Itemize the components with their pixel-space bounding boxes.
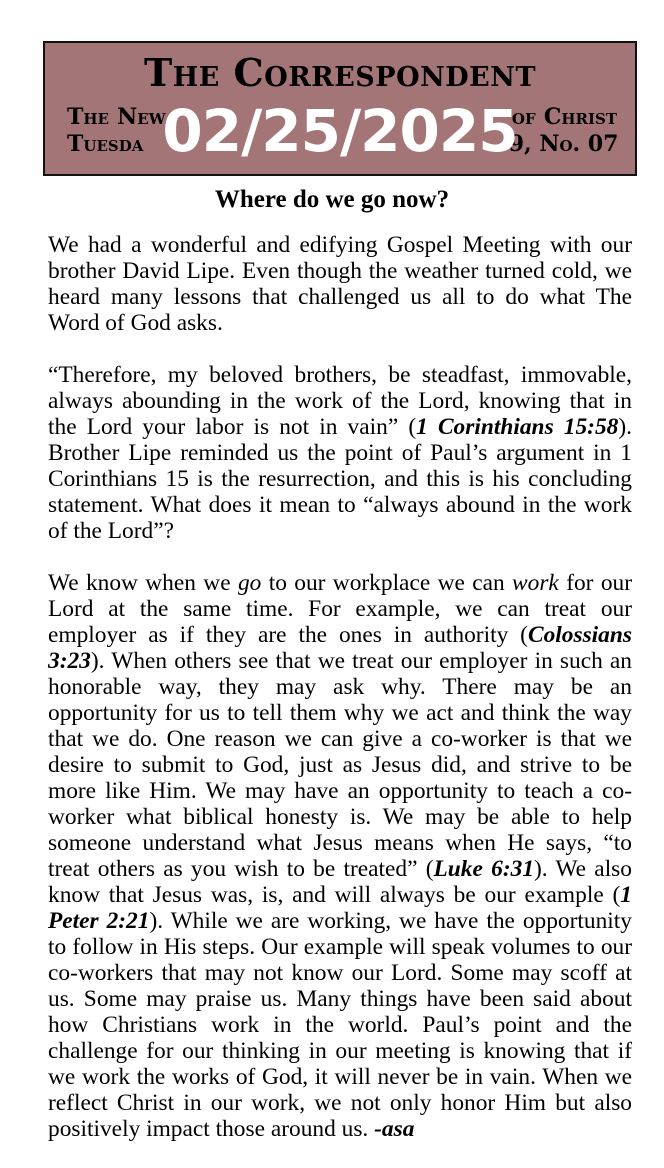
article-body [48, 232, 632, 1168]
issue-number: 9, No. 07 [508, 131, 619, 157]
paragraph-3: We know when we go to our workplace we can work for our Lord at the same time. For example, we can treat our employer as if they are the ones in authority (Colossians 3:23). When others see that we treat our employer in such an honorable way, they may ask why. There may be an opportunity for us to tell them why we act and think the way that we do. One reason we can give a co-worker is that we desire to submit to God, just as Jesus did, and strive to be more like Him. We may have an opportunity to teach a co-worker what biblical honesty is. We may be able to help someone understand what Jesus means when He says, “to treat others as you wish to be treated” (Luke 6:31). We also know that Jesus was, is, and will always be our example (1 Peter 2:21). While we are working, we have the opportunity to follow in His steps. Our example will speak volumes to our co-workers that may not know our Lord. Some may scoff at us. Some may praise us. Many things have been said about how Christians work in the world. Paul’s point and the challenge for our thinking in our meeting is knowing that if we work the works of God, it will never be in vain. When we reflect Christ in our work, we not only honor Him but also positively impact those around us. -asa [48, 570, 633, 1142]
scripture-reference: Colossians 3:23 [48, 622, 632, 674]
scripture-reference: Luke 6:31 [433, 856, 535, 882]
article-headline: Where do we go now? [214, 186, 450, 213]
paragraph-2: “Therefore, my beloved brothers, be steadfast, immovable, always abounding in the work of the Lord, knowing that in the Lord your labor is not in vain” (1 Corinthians 15:58). Brother Lipe reminded us the point of Paul’s argument in 1 Corinthians 15 is the resurrection, and this is his concluding statement. What does it mean to “always abound in the work of the Lord”? [48, 362, 633, 544]
paragraph-1: We had a wonderful and edifying Gospel Meeting with our brother David Lipe. Even though the weather turned cold, we heard many lessons that challenged us all to do what The Word of God asks. [48, 232, 632, 336]
scripture-reference: 1 Corinthians 15:58 [416, 414, 619, 440]
date-overlay: 02/25/2025 [162, 97, 518, 165]
issue-day: Tuesda [67, 131, 144, 157]
author-signature: -asa [374, 1116, 415, 1142]
subtitle-right: of Christ [511, 104, 617, 130]
masthead [43, 41, 637, 176]
newsletter-title: The Correspondent [143, 50, 537, 95]
subtitle-left: The New [67, 104, 166, 130]
scripture-reference: 1 Peter 2:21 [48, 882, 632, 934]
